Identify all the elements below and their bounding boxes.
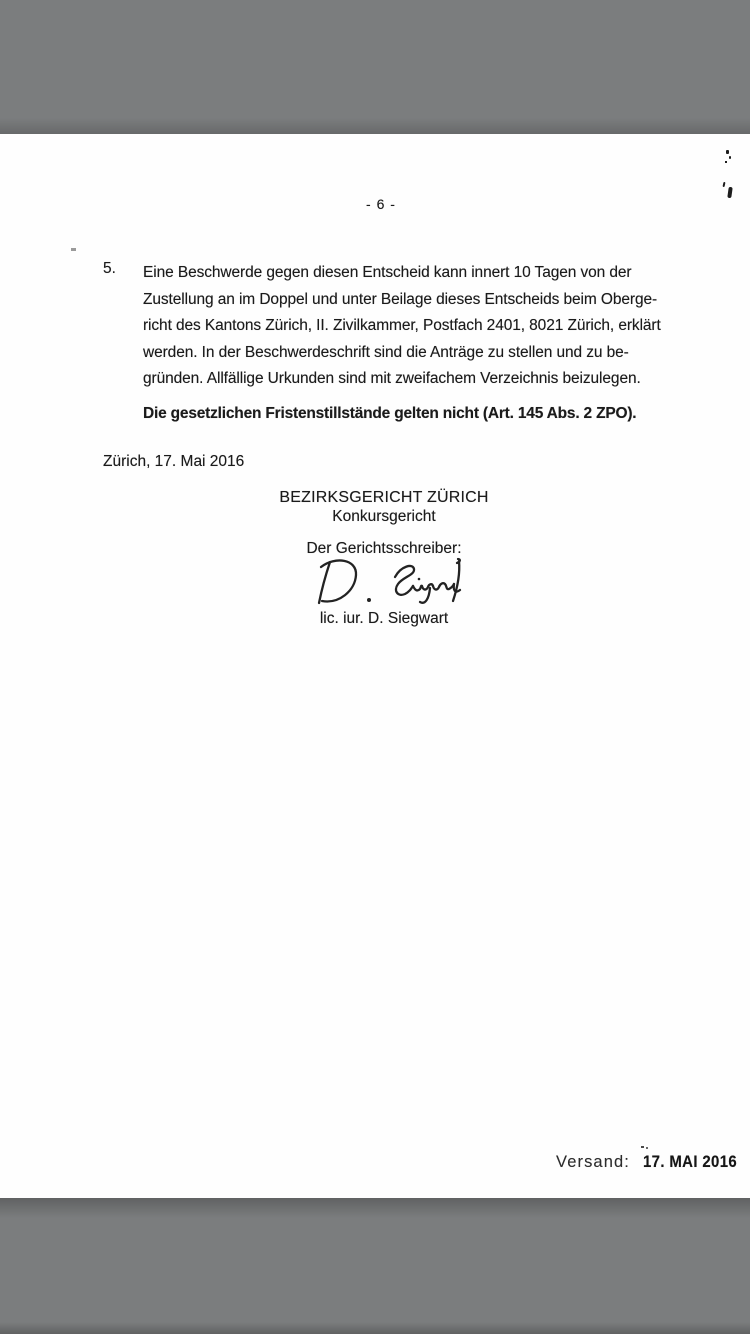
dispatch-label: Versand: — [556, 1153, 630, 1171]
court-name: BEZIRKSGERICHT ZÜRICH — [279, 489, 489, 506]
paragraph-line: Zustellung an im Doppel und unter Beilage dieses Entscheids beim Oberge- — [143, 290, 658, 308]
scan-speck — [641, 1146, 644, 1148]
scan-speck — [726, 150, 729, 154]
scan-speck — [71, 248, 76, 251]
scan-speck — [729, 156, 731, 159]
scan-shadow-bottom — [0, 1198, 750, 1218]
scan-bottom-edge — [0, 1322, 750, 1334]
place-date: Zürich, 17. Mai 2016 — [103, 453, 245, 470]
paragraph-body — [143, 260, 661, 393]
paragraph-number: 5. — [103, 260, 116, 277]
paragraph-line: werden. In der Beschwerdeschrift sind die Anträge zu stellen und zu be- — [143, 343, 629, 361]
paragraph-line: Eine Beschwerde gegen diesen Entscheid kann innert 10 Tagen von der — [143, 264, 632, 281]
scan-shadow-top — [0, 118, 750, 134]
paragraph-line: richt des Kantons Zürich, II. Zivilkammer, Postfach 2401, 8021 Zürich, erklärt — [143, 317, 661, 334]
court-division: Konkursgericht — [332, 508, 436, 525]
dispatch-date-stamp: 17. MAI 2016 — [642, 1152, 737, 1171]
signature-strokes — [306, 554, 472, 610]
legal-notice-bold: Die gesetzlichen Fristenstillstände gelten nicht (Art. 145 Abs. 2 ZPO). — [143, 405, 637, 422]
dispatch-line — [556, 1152, 750, 1172]
paragraph-line: gründen. Allfällige Urkunden sind mit zweifachem Verzeichnis beizulegen. — [143, 370, 641, 387]
scan-speck — [646, 1147, 648, 1149]
signature-handwriting — [306, 554, 472, 610]
scan-speck — [725, 161, 727, 163]
signer-name: lic. iur. D. Siegwart — [319, 610, 449, 627]
page-number: - 6 - — [366, 196, 396, 212]
signer-role: Der Gerichtsschreiber: — [306, 540, 462, 557]
